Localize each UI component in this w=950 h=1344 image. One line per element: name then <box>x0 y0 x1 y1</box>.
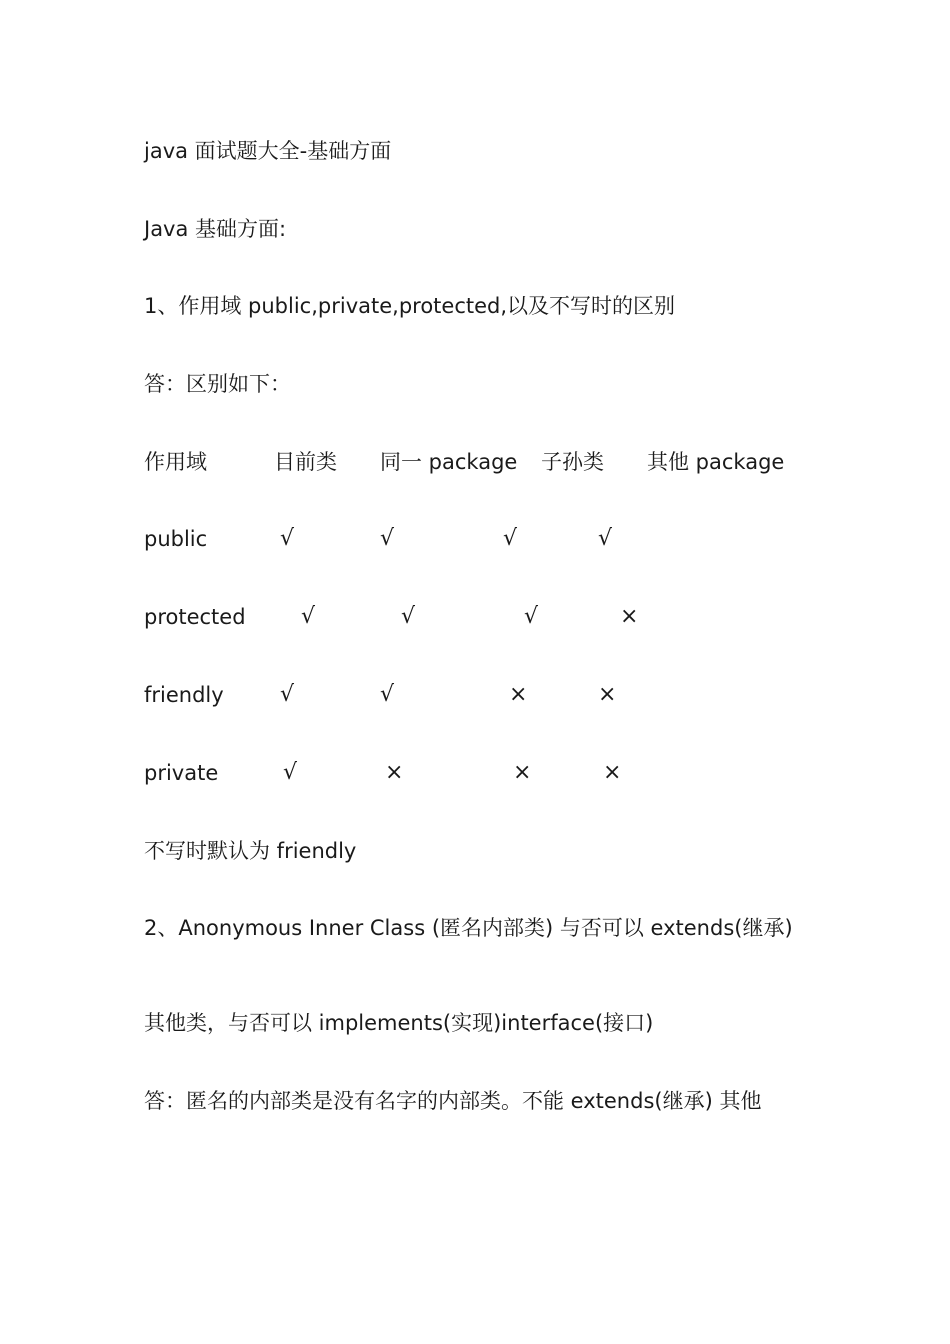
access-mark: √ <box>524 604 539 629</box>
section-heading: Java 基础方面: <box>144 217 287 241</box>
header-current-class: 目前类 <box>274 450 337 474</box>
access-mark: √ <box>380 682 395 707</box>
document-title: java 面试题大全-基础方面 <box>144 139 392 163</box>
access-mark: √ <box>598 526 613 551</box>
access-mark: × <box>509 682 528 707</box>
answer-1-intro: 答：区别如下： <box>144 372 291 396</box>
header-subclass: 子孙类 <box>541 450 604 474</box>
access-mark: × <box>620 604 639 629</box>
access-mark: √ <box>503 526 518 551</box>
header-other-package: 其他 package <box>647 450 785 474</box>
access-mark: × <box>603 760 622 785</box>
header-scope: 作用域 <box>144 450 207 474</box>
access-mark: × <box>598 682 617 707</box>
default-note: 不写时默认为 friendly <box>144 839 357 863</box>
row-label-private: private <box>144 761 219 785</box>
access-mark: √ <box>283 760 298 785</box>
access-mark: √ <box>380 526 395 551</box>
row-label-protected: protected <box>144 605 246 629</box>
access-mark: × <box>385 760 404 785</box>
access-mark: × <box>513 760 532 785</box>
access-mark: √ <box>401 604 416 629</box>
access-mark: √ <box>280 682 295 707</box>
access-mark: √ <box>301 604 316 629</box>
question-1: 1、作用域 public,private,protected,以及不写时的区别 <box>144 294 676 318</box>
row-label-friendly: friendly <box>144 683 224 707</box>
answer-2-line-1: 答：匿名的内部类是没有名字的内部类。不能 extends(继承) 其他 <box>144 1089 762 1113</box>
access-mark: √ <box>280 526 295 551</box>
question-2-line-2: 其他类，与否可以 implements(实现)interface(接口) <box>144 1011 654 1035</box>
header-same-package: 同一 package <box>380 450 518 474</box>
question-2-line-1: 2、Anonymous Inner Class (匿名内部类) 与否可以 extends(继承) <box>144 916 793 940</box>
row-label-public: public <box>144 527 208 551</box>
